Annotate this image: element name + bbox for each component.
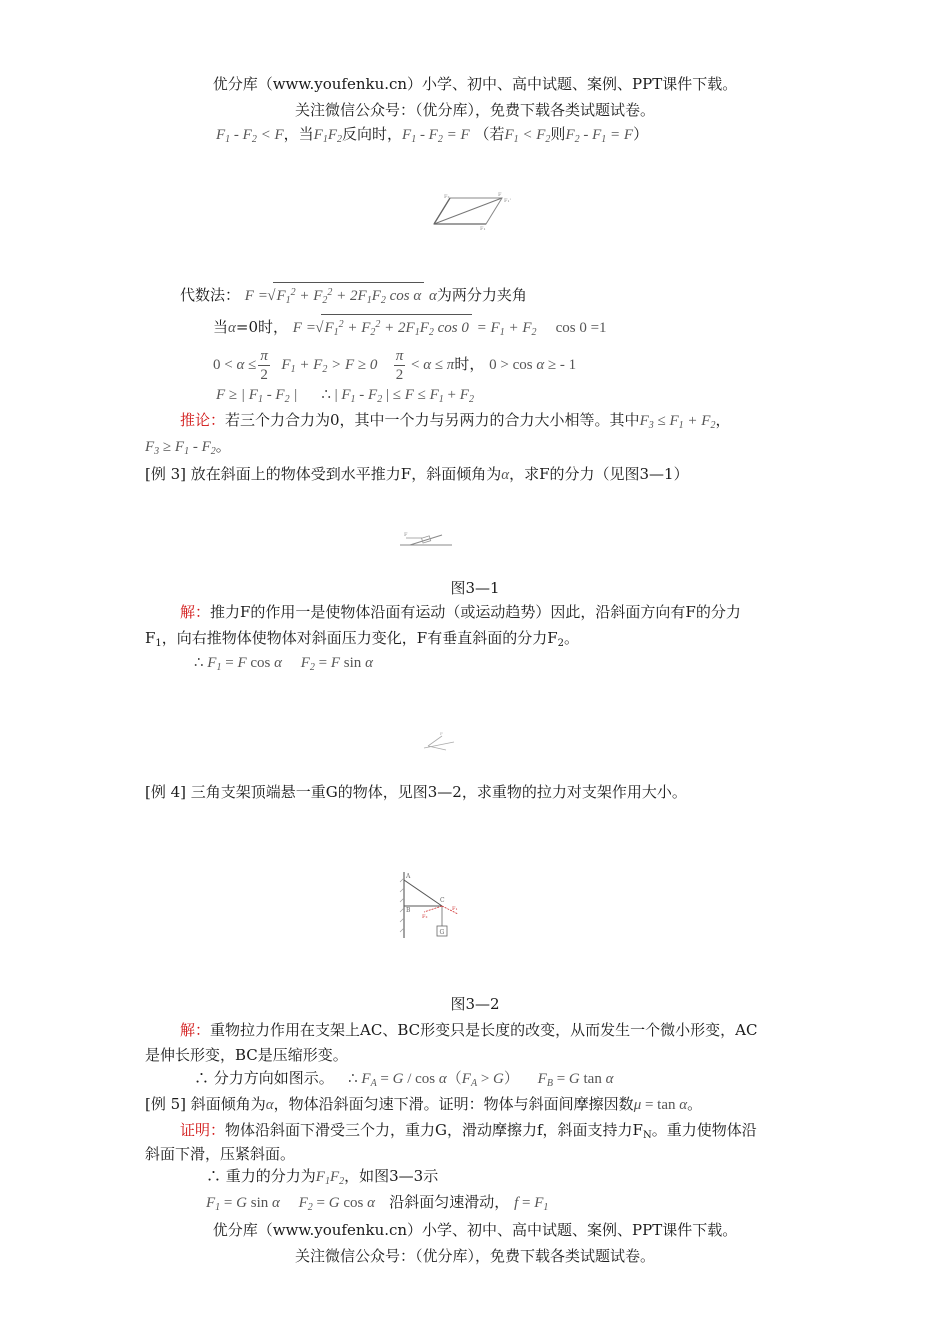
- solution-3-line-2: $F_1$，向右推物体使物体对斜面压力变化，F有垂直斜面的分力$F_2$。: [145, 629, 580, 649]
- svg-text:F₁: F₁: [480, 226, 486, 232]
- svg-text:G: G: [439, 929, 445, 936]
- alpha-zero-line: 当α=0时， $F =√F_1^2 + F_2^2 + 2F_1F_2$ $\cos 0 = F_1 + F_2$ cos 0 =1: [213, 314, 607, 343]
- example-5: [例 5] 斜面倾角为α，物体沿斜面匀速下滑。证明：物体与斜面间摩擦因数μ = tan α。: [145, 1095, 703, 1113]
- corollary-line-2: $F_3 \ge F_1 - F_2$。: [145, 437, 231, 457]
- footer-line-2: 关注微信公众号：（优分库），免费下载各类试题试卷。: [294, 1247, 655, 1265]
- svg-text:F₂: F₂: [422, 914, 428, 920]
- solution-3-formula: ∴ $F_1 = F$ cos α $F_2 = F$ sin α: [194, 655, 373, 673]
- header-line-1: 优分库（www.youfenku.cn）小学、初中、高中试题、案例、PPT课件下载。: [212, 75, 738, 93]
- decomposition-figure: [420, 730, 458, 754]
- svg-text:A: A: [406, 873, 411, 880]
- proof-line-2: 斜面下滑，压紧斜面。: [145, 1145, 296, 1163]
- proof-formula: $F_1 = G$ sin α $F_2 = G$ cos α 沿斜面匀速滑动， $f = F_1$: [206, 1193, 549, 1213]
- svg-text:F₁: F₁: [452, 906, 458, 912]
- header-line-2: 关注微信公众号：（优分库），免费下载各类试题试卷。: [294, 101, 655, 119]
- formula-line-1: $F_1 - F_2 < F$，当$F_1F_2$反向时，$F_1 - F_2 = F$ （若$F_1 < F_2$则$F_2 - F_1 = F$）: [216, 125, 649, 145]
- solution-3-line-1: 解：推力F的作用一是使物体沿面有运动（或运动趋势）因此，沿斜面方向有F的分力: [180, 603, 741, 621]
- algebra-line: 代数法： $F =√F_1^2 + F_2^2 + 2F_1F_2$ cos α α为两分力夹角: [180, 282, 527, 311]
- corollary-line: 推论：若三个力合力为0，其中一个力与另两力的合力大小相等。其中$F_3 \le F_1 + F_2$，: [180, 411, 731, 431]
- solution-4-line-1: 解：重物拉力作用在支架上AC、BC形变只是长度的改变，从而发生一个微小形变，AC: [180, 1021, 758, 1039]
- example-3: [例 3] 放在斜面上的物体受到水平推力F，斜面倾角为α，求F的分力（见图3—1）: [145, 465, 689, 483]
- proof-line-3: ∴ 重力的分力为$F_1F_2$，如图3—3示: [206, 1167, 439, 1187]
- svg-text:F₂: F₂: [444, 194, 450, 200]
- solution-4-formula: ∴ 分力方向如图示。 ∴ $F_A = G / \cos \alpha(F_A > G)$ $F_B = G$ tan α: [194, 1069, 614, 1089]
- parallelogram-figure: [428, 190, 518, 232]
- proof-line-1: 证明：物体沿斜面下滑受三个力，重力G，滑动摩擦力f，斜面支持力$F_N$。重力使物体沿: [180, 1121, 757, 1141]
- svg-text:F: F: [440, 731, 443, 736]
- svg-text:C: C: [440, 897, 445, 904]
- figure-3-2-caption: 图3—2: [450, 995, 500, 1013]
- range-line: 0 < α ≤ $\frac{\pi}{2}$ $F_1 + F_2 > F \ge 0$ $\frac{\pi}{2}$ < α ≤ π时， 0 > cos α ≥ - 1: [213, 347, 577, 383]
- example-4: [例 4] 三角支架顶端悬一重G的物体，见图3—2，求重物的拉力对支架作用大小。: [145, 783, 687, 801]
- svg-text:B: B: [406, 907, 411, 914]
- figure-3-1-caption: 图3—1: [450, 579, 500, 597]
- incline-figure-3-1: [398, 528, 456, 550]
- svg-text:F: F: [404, 532, 408, 538]
- svg-text:F₁': F₁': [504, 198, 511, 204]
- bracket-figure-3-2: [396, 868, 476, 942]
- solution-4-line-2: 是伸长形变，BC是压缩形变。: [145, 1046, 348, 1064]
- footer-line-1: 优分库（www.youfenku.cn）小学、初中、高中试题、案例、PPT课件下载。: [212, 1221, 738, 1239]
- inequality-line: F ≥ | $F_1 - F_2$ | ∴ | $F_1 - F_2$ | ≤ $F \le F_1 + F_2$: [216, 387, 474, 405]
- svg-text:F: F: [498, 192, 502, 198]
